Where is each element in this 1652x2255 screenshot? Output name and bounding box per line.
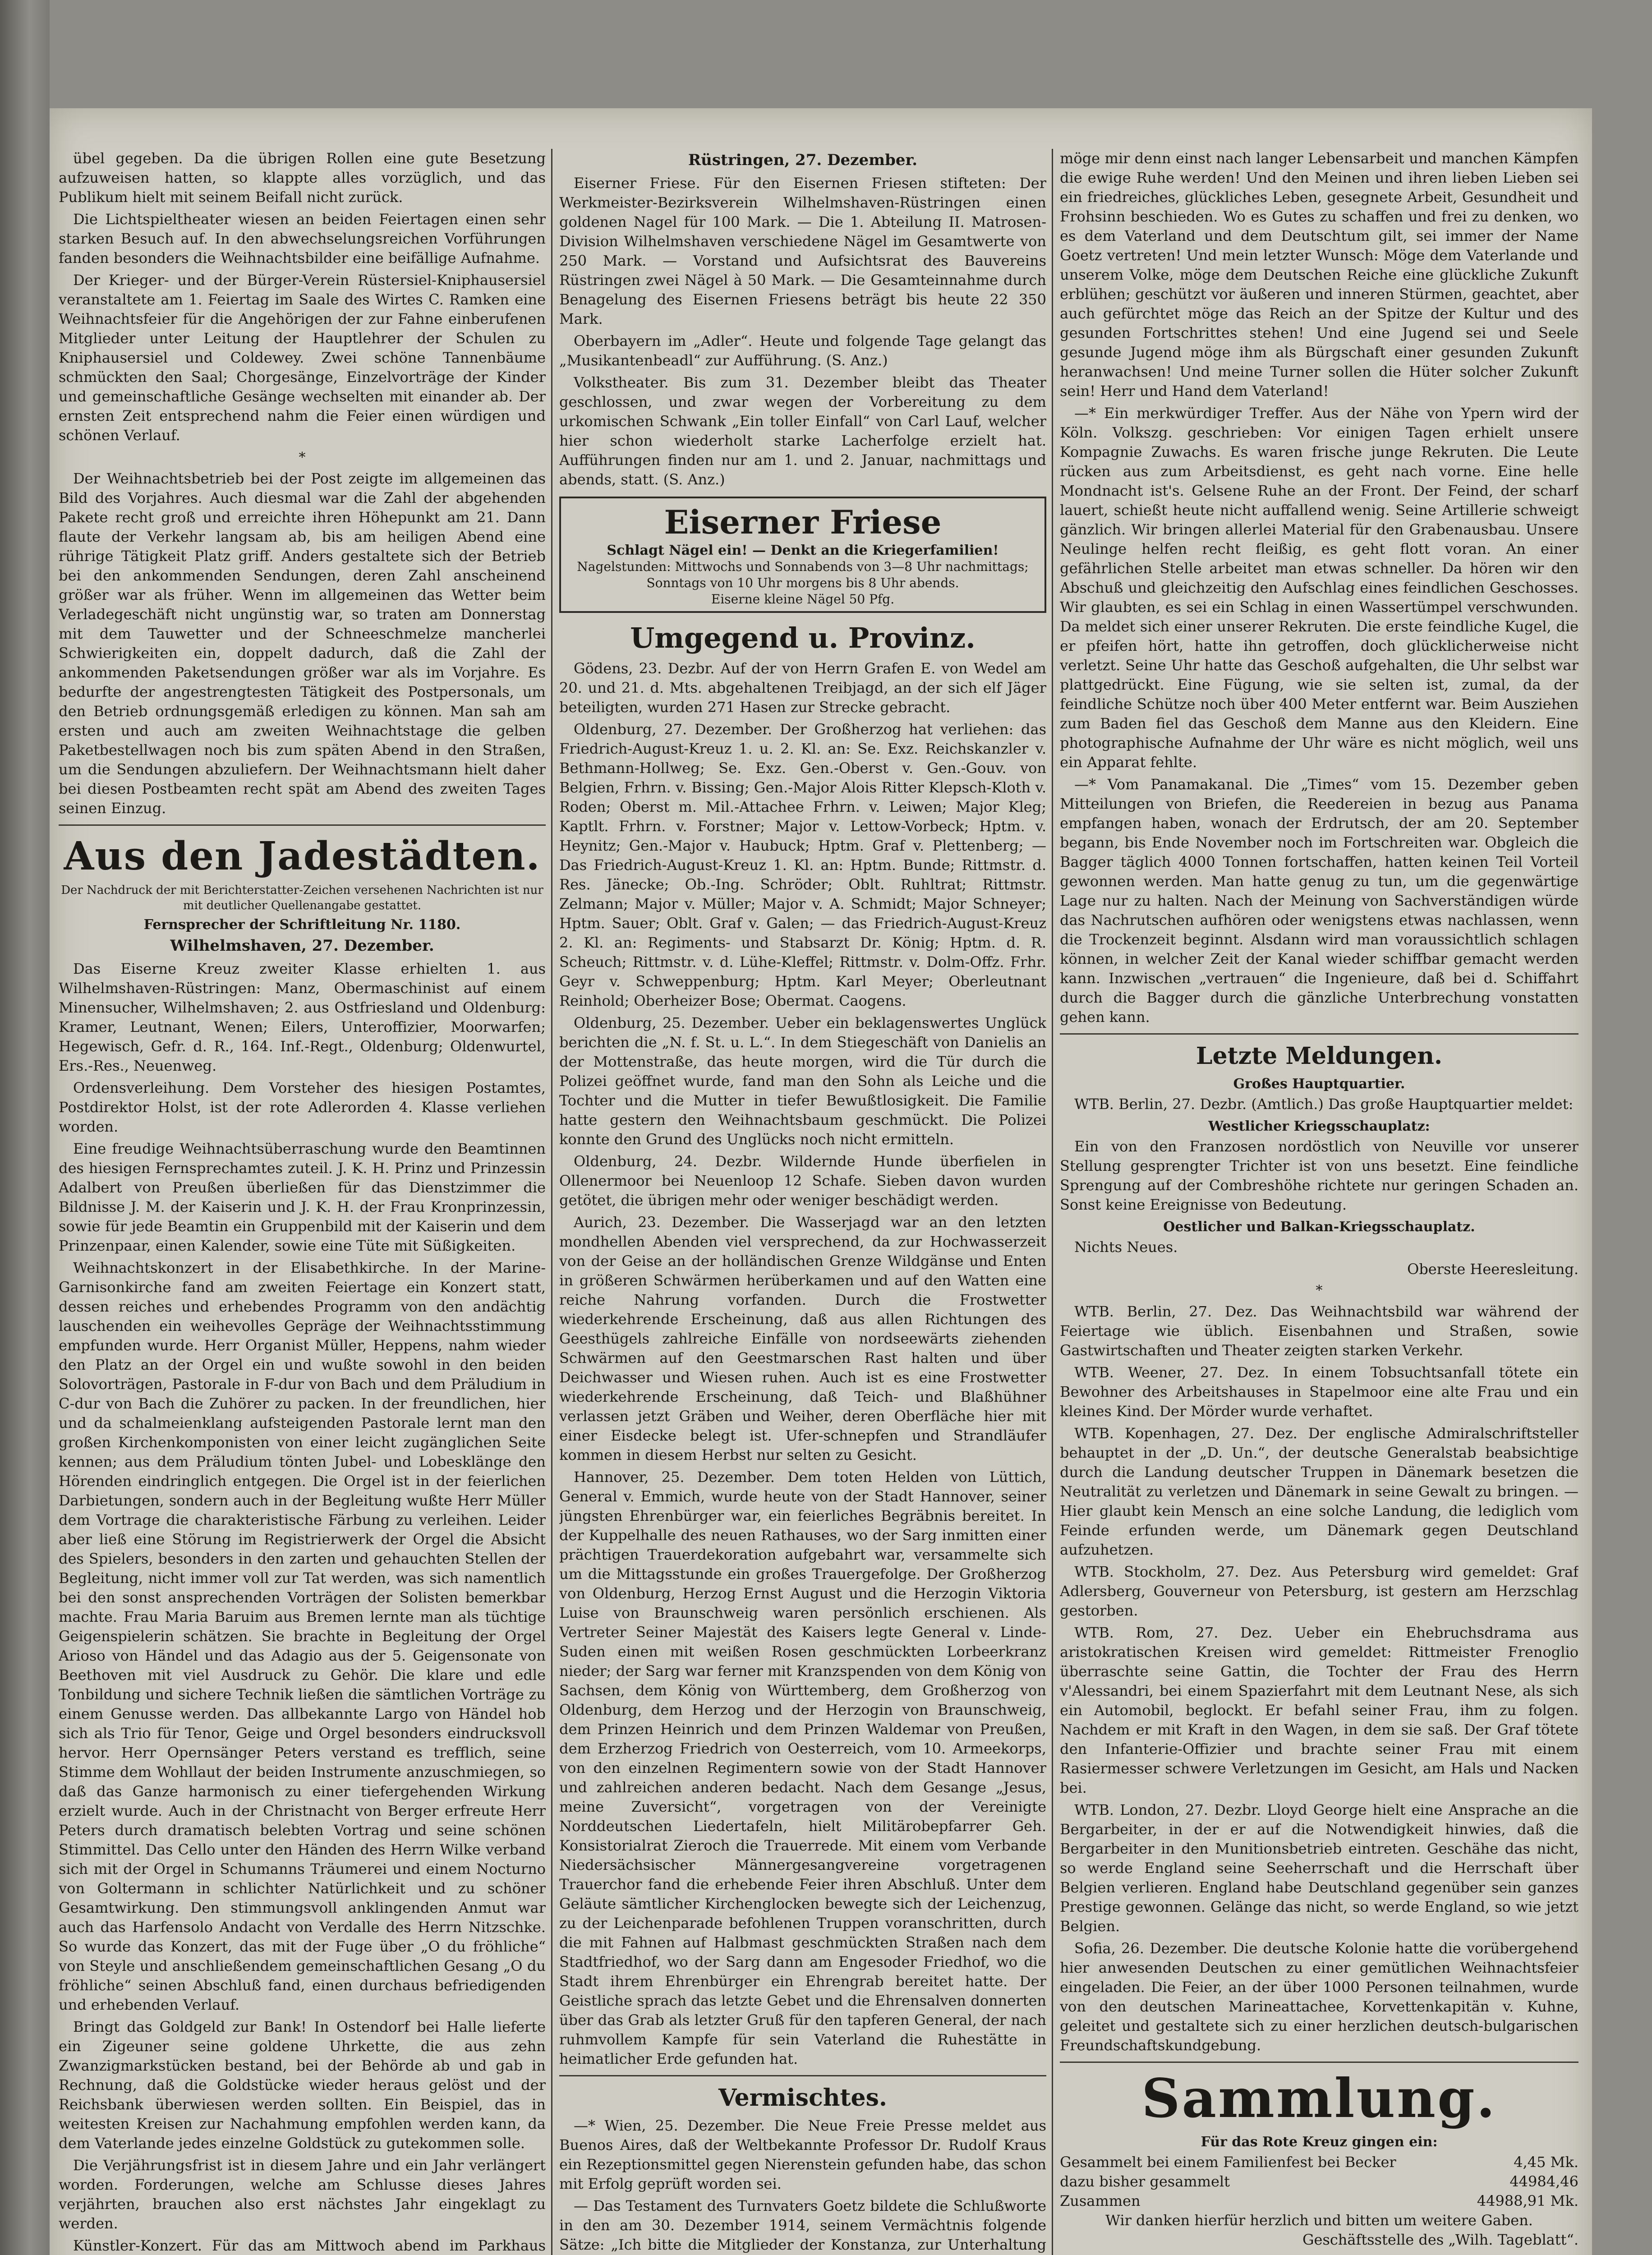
article-paragraph: Der Weihnachtsbetrieb bei der Post zeigte im allgemeinen das Bild des Vorjahres. Auch diesmal war die Zahl der abgehenden Pakete recht groß und erreichte ihren Höhepunkt am 21. Dann flaute der Verkehr langsam ab, bis am heiligen Abend eine rührige Tätigkeit Platz griff. Anders gestaltete sich der Betrieb bei den ankommenden Sendungen, deren Zahl anscheinend größer war als früher. Wenn im allgemeinen das Wetter beim Verladegeschäft nicht ungünstig war, so traten am Donnerstag mit dem Tauwetter und der Schneeschmelze mancherlei Schwierigkeiten ein, doppelt dadurch, daß die Zahl der ankommenden Paketsendungen größer war als im Vorjahre. Es bedurfte der angestrengtesten Tätigkeit des Postpersonals, um den Betrieb ordnungsgemäß erledigen zu können. Man sah am ersten und auch am zweiten Weihnachtstage die gelben Paketbestellwagen noch bis zum späten Abend in den Straßen, um die Sendungen abzuliefern. Der Weihnachtsmann hielt daher bei diesen Postbeamten recht spät am Abend des zweiten Tages seinen Einzug. xyxy=(59,470,546,817)
column-rule xyxy=(1052,149,1053,2255)
newspaper-page xyxy=(50,108,1592,2255)
collection-row xyxy=(1060,2191,1578,2211)
article-paragraph: Eine freudige Weihnachtsüberraschung wurde den Beamtinnen des hiesigen Fernsprechamtes zuteil. J. K. H. Prinz und Prinzessin Adalbert von Preußen überließen für das Dienstzimmer die Bildnisse J. M. der Kaiserin und J. K. H. der Frau Kronprinzessin, sowie für jede Beamtin ein Gruppenbild mit der Kaiserin und dem Prinzenpaar, einen Kalender, sowie eine Tüte mit Süßigkeiten. xyxy=(59,1140,546,1254)
collection-value: 4,45 Mk. xyxy=(1514,2154,1578,2171)
column-3 xyxy=(1060,149,1578,2255)
section-rule xyxy=(1060,1033,1578,1035)
article-paragraph: Hannover, 25. Dezember. Dem toten Helden von Lüttich, General v. Emmich, wurde heute von der Stadt Hannover, seiner jüngsten Ehrenbürger war, ein feierliches Begräbnis bereitet. In der Kuppelhalle des neuen Rathauses, wo der Sarg inmitten einer prächtigen Trauerdekoration aufgebahrt war, versammelte sich um die Mittagsstunde ein großes Trauergefolge. Der Großherzog von Oldenburg, Herzog Ernst August und die Herzogin Viktoria Luise von Braunschweig waren persönlich erschienen. Als Vertreter Seiner Majestät des Kaisers legte General v. Linde-Suden einen mit weißen Rosen geschmückten Lorbeerkranz nieder; der Sarg war ferner mit Kranzspenden von dem König von Sachsen, dem König von Württemberg, dem Großherzog von Oldenburg, dem Herzog und der Herzogin von Braunschweig, dem Prinzen Heinrich und dem Prinzen Waldemar von Preußen, dem Erzherzog Friedrich von Oesterreich, vom 10. Armeekorps, von den einzelnen Regimentern sowie von der Stadt Hannover und zahlreichen anderen bedacht. Nach dem Gesange „Jesus, meine Zuversicht“, vorgetragen von der Vereinigte Norddeutschen Liedertafeln, hielt Militärobepfarrer Geh. Konsistorialrat Zieroch die Trauerrede. Mit einem vom Verbande Niedersächsischer Männergesangvereine vorgetragenen Trauerchor fand die erhebende Feier ihren Abschluß. Unter dem Geläute sämtlicher Kirchenglocken bewegte sich der Leichenzug, zu der Leichenparade befohlenen Truppen voranschritten, durch die mit Fahnen auf Halbmast geschmückten Straßen nach dem Stadtfriedhof, wo der Sarg dann am Engesoder Friedhof, wo die Stadt ihrem Ehrenbürger ein Ehrengrab bereitet hatte. Der Geistliche sprach das letzte Gebet und die Ehrensalven donnerten über das Grab als letzter Gruß für den tapferen General, der nach ruhmvollem Kampfe für sein Vaterland die Ruhestätte in heimatlicher Erde gefunden hat. xyxy=(559,1468,1046,2067)
column-2 xyxy=(559,149,1046,2255)
article-paragraph: Eiserner Friese. Für den Eisernen Friesen stifteten: Der Werkmeister-Bezirksverein Wilhelmshaven-Rüstringen einen goldenen Nagel für 100 Mark. — Die 1. Abteilung II. Matrosen-Division Wilhelmshaven verschiedene Nägel im Gesamtwerte von 250 Mark. — Vorstand und Aufsichtsrat des Bauvereins Rüstringen zwei Nägel à 50 Mark. — Die Gesamteinnahme durch Benagelung des Eisernen Friesens beträgt bis heute 22 350 Mark. xyxy=(559,175,1046,327)
article-paragraph: Sofia, 26. Dezember. Die deutsche Kolonie hatte die vorübergehend hier anwesenden Deutschen zu einer gemütlichen Weihnachtsfeier eingeladen. Die Feier, an der über 1000 Personen teilnahmen, wurde von den deutschen Marineattachee, Korvettenkapitän v. Kuhne, geleitet und gestaltete sich zu einer herzlichen deutsch-bulgarischen Freundschaftskundgebung. xyxy=(1060,1940,1578,2054)
phone-notice: Fernsprecher der Schriftleitung Nr. 1180. xyxy=(143,917,461,933)
article-paragraph: WTB. Kopenhagen, 27. Dez. Der englische Admiralschriftsteller behauptet in der „D. Un.“, der deutsche Generalstab beabsichtige durch die Landung deutscher Truppen in Dänemark besetzen die Neutralität zu verletzen und Dänemark in seine Gewalt zu bringen. — Hier glaubt kein Mensch an eine solche Landung, die lediglich vom Feinde erfunden werde, um Dänemark gegen Deutschland aufzuhetzen. xyxy=(1060,1425,1578,1558)
collection-thanks: Wir danken hierfür herzlich und bitten um weitere Gaben. xyxy=(1105,2212,1533,2229)
collection-value: 44984,46 xyxy=(1509,2173,1578,2190)
collection-office: Geschäftsstelle des „Wilh. Tageblatt“. xyxy=(1302,2231,1578,2248)
front-heading: Oestlicher und Balkan-Kriegsschauplatz. xyxy=(1163,1219,1475,1235)
reprint-notice: Der Nachdruck der mit Berichterstatter-Zeichen versehenen Nachrichten ist nur mit deutlicher Quellenangabe gestattet. xyxy=(61,884,543,912)
article-paragraph: Die Lichtspieltheater wiesen an beiden Feiertagen einen sehr starken Besuch auf. In den abwechselungsreichen Vorführungen fanden besonders die Weihnachtsbilder eine beifällige Aufnahme. xyxy=(59,211,546,267)
section-heading: Aus den Jadestädten. xyxy=(64,833,541,879)
dateline: Rüstringen, 27. Dezember. xyxy=(688,151,918,169)
column-1 xyxy=(59,149,546,2255)
article-paragraph: möge mir denn einst nach langer Lebensarbeit und manchen Kämpfen die ewige Ruhe werden! Und den Meinen und ihren lieben Lieben sei ein friedreiches, glückliches Leben, gesegnete Arbeit, Gesundheit und Frohsinn beschieden. Wo es Gutes zu schaffen und frei zu denken, wo es dem Vaterland und dem Deutschtum gilt, sei immer der Name Goetz vertreten! Und mein letzter Wunsch: Möge dem Vaterlande und unserem Volke, möge dem Deutschen Reiche eine glückliche Zukunft erblühen; geschützt vor äußeren und inneren Stürmen, geachtet, aber auch gefürchtet möge das Reich an der Spitze der Kultur und des gesunden Fortschrittes stehen! Und eine Jugend sei und Seele gesunde Jugend möge ihm als Bürgschaft einer gesunden Zukunft heranwachsen! Und meine Turner sollen die Hüter solcher Zukunft sein! Herr und Hand dem Vaterland! xyxy=(1060,150,1578,400)
advert-hours: Nagelstunden: Mittwochs und Sonnabends von 3—8 Uhr nachmittags; Sonntags von 10 Uhr morgens bis 8 Uhr abends. xyxy=(577,559,1029,590)
separator-star: * xyxy=(1316,1283,1323,1298)
section-rule xyxy=(59,824,546,826)
article-paragraph: WTB. Stockholm, 27. Dez. Aus Petersburg wird gemeldet: Graf Adlersberg, Gouverneur von Petersburg, ist gestern am Herzschlag gestorben. xyxy=(1060,1563,1578,1619)
front-heading: Westlicher Kriegsschauplatz: xyxy=(1208,1118,1430,1134)
article-paragraph: Künstler-Konzert. Für das am Mittwoch abend im Parkhaus xyxy=(73,2237,546,2254)
section-rule xyxy=(1060,2062,1578,2063)
collection-intro: Für das Rote Kreuz gingen ein: xyxy=(1201,2134,1438,2150)
collection-value: 44988,91 Mk. xyxy=(1477,2192,1578,2209)
collection-heading: Sammlung. xyxy=(1141,2067,1497,2130)
article-paragraph: Oldenburg, 27. Dezember. Der Großherzog hat verliehen: das Friedrich-August-Kreuz 1. u. 2. Kl. an: Se. Exz. Reichskanzler v. Bethmann-Hollweg; Se. Exz. Gen.-Oberst v. Gen.-Gouv. von Belgien, Frhrn. v. Bissing; Gen.-Major Alois Ritter Klepsch-Kloth v. Roden; Oberst m. Mil.-Attachee Frhrn. v. Leiwen; Major Kleg; Kaptlt. Frhrn. v. Forstner; Major v. Lettow-Vorbeck; Hptm. v. Heynitz; Gen.-Major v. Haubuck; Hptm. Graf v. Plettenberg; — Das Friedrich-August-Kreuz 1. Kl. an: Hptm. Bunde; Rittmstr. d. Res. Jänecke; Ob.-Ing. Schröder; Oblt. Ruhltrat; Rittmstr. Zelmann; Major v. Müller; Major v. A. Schmidt; Major Schneyer; Hptm. Sauer; Oblt. Graf v. Galen; — das Friedrich-August-Kreuz 2. Kl. an: Regiments- und Stabsarzt Dr. König; Hptm. d. R. Scheuch; Rittmstr. v. d. Lühe-Kleffel; Rittmstr. v. Dolm-Offz. Frhr. Geyr v. Schweppenburg; Hptm. Karl Meyer; Oberleutnant Reinhold; Oberheizer Bose; Obermat. Caogens. xyxy=(559,721,1046,1009)
advert-title: Eiserner Friese xyxy=(664,503,942,541)
article-paragraph: —* Ein merkwürdiger Treffer. Aus der Nähe von Ypern wird der Köln. Volkszg. geschrieben: Vor einigen Tagen erhielt unsere Kompagnie Zuwachs. Es waren frische junge Rekruten. Die Leute rücken aus zum Arbeitsdienst, es geht nach vorne. Eine helle Mondnacht ist's. Gelsene Ruhe an der Front. Der Feind, der scharf lauert, schießt heute nicht auffallend wenig. Seine Artillerie schweigt gänzlich. Wir bringen allerlei Material für den Grabenausbau. Unsere Neulinge helfen recht fleißig, es geht flott voran. An einer gefährlichen Stelle arbeitet man etwas schneller. Da hören wir den Abschuß und gleichzeitig den Aufschlag eines feindlichen Geschosses. Wir glaubten, es sei ein Schlag in einen Wassertümpel verschwunden. Da meldet sich einer unserer Rekruten. Die erste feindliche Kugel, die er pfeifen hört, hatte ihn getroffen, doch glücklicherweise nicht verletzt. Seine Uhr hatte das Geschoß aufgehalten, die Uhr selbst war plattgedrückt. Eine Fügung, wie sie selten ist, zumal, da der feindliche Schütze noch über 400 Meter entfernt war. Beim Ausziehen zum Baden fiel das Geschoß dem Manne aus den Kleidern. Eine photographische Aufnahme der Uhr wäre es nicht möglich, weil uns ein Apparat fehlte. xyxy=(1060,405,1578,771)
article-paragraph: Die Verjährungsfrist ist in diesem Jahre und ein Jahr verlängert worden. Forderungen, welche am Schlusse dieses Jahres verjährten, brauchen also erst nächstes Jahr eingeklagt zu werden. xyxy=(59,2157,546,2232)
article-paragraph: Ein von den Franzosen nordöstlich von Neuville vor unserer Stellung gesprengter Trichter ist von uns besetzt. Eine feindliche Sprengung auf der Combreshöhe richtete nur geringen Schaden an. Sonst keine Ereignisse von Bedeutung. xyxy=(1060,1138,1578,1213)
collection-label: dazu bisher gesammelt xyxy=(1060,2173,1230,2190)
collection-row xyxy=(1060,2172,1578,2191)
article-paragraph: übel gegeben. Da die übrigen Rollen eine gute Besetzung aufzuweisen hatten, so klappte alles vorzüglich, und das Publikum hielt mit seinem Beifall nicht zurück. xyxy=(59,150,546,206)
advert-box xyxy=(559,497,1046,613)
article-paragraph: —* Wien, 25. Dezember. Die Neue Freie Presse meldet aus Buenos Aires, daß der Weltbekannte Professor Dr. Rudolf Kraus ein Rezeptionsmittel gegen Nierenstein gefunden habe, das schon mit Erfolg geprüft worden sei. xyxy=(559,2117,1046,2192)
signature: Oberste Heeresleitung. xyxy=(1407,1261,1578,1278)
article-paragraph: WTB. Berlin, 27. Dez. Das Weihnachtsbild war während der Feiertage wie üblich. Eisenbahnen und Straßen, sowie Gastwirtschaften und Theater zeigten starken Verkehr. xyxy=(1060,1303,1578,1359)
column-rule xyxy=(551,149,552,2255)
section-heading: Letzte Meldungen. xyxy=(1196,1042,1443,1070)
article-paragraph: —* Vom Panamakanal. Die „Times“ vom 15. Dezember geben Mitteilungen von Briefen, die Reedereien in bezug aus Panama empfangen haben, wonach der Erdrutsch, der am 20. September begann, bis Ende November noch im Fortschreiten war. Obgleich die Bagger täglich 4000 Tonnen fortschaffen, hatten keinen Teil Vorteil gewonnen werden. Man hatte genug zu tun, um die gegenwärtige Lage nur zu halten. Nach der Meinung von Sachverständigen würde das Nachrutschen aufhören oder wenigstens etwas nachlassen, wenn die Trockenzeit beginnt. Alsdann wird man voraussichtlich schlagen können, in welcher Zeit der Kanal wieder schiffbar gemacht werden kann. Inzwischen „vertrauen“ die Ingenieure, daß bei d. Schiffahrt durch die Bagger durch die gänzliche Unterbrechung vonstatten gehen kann. xyxy=(1060,776,1578,1026)
hq-label: Großes Hauptquartier. xyxy=(1233,1076,1405,1092)
article-paragraph: Nichts Neues. xyxy=(1074,1238,1178,1256)
advert-price: Eiserne kleine Nägel 50 Pfg. xyxy=(711,592,895,607)
advert-slogan: Schlagt Nägel ein! — Denkt an die Kriegerfamilien! xyxy=(607,543,999,558)
article-paragraph: WTB. Berlin, 27. Dezbr. (Amtlich.) Das große Hauptquartier meldet: xyxy=(1074,1095,1574,1113)
article-paragraph: Oldenburg, 24. Dezbr. Wildernde Hunde überfielen in Ollenermoor bei Neuenloop 12 Schafe. Sieben davon wurden getötet, die übrigen mehr oder weniger beschädigt werden. xyxy=(559,1153,1046,1209)
article-paragraph: WTB. Weener, 27. Dez. In einem Tobsuchtsanfall tötete ein Bewohner des Arbeitshauses in Stapelmoor eine alte Frau und ein kleines Kind. Der Mörder wurde verhaftet. xyxy=(1060,1364,1578,1420)
separator-star: * xyxy=(299,450,306,465)
article-paragraph: — Das Testament des Turnvaters Goetz bildete die Schlußworte in den am 30. Dezember 1914, seinem Vermächtnis folgende Sätze: „Ich bitte die Mitglieder der Konstanza, zur Unterhaltung xyxy=(559,2197,1046,2253)
section-heading: Vermischtes. xyxy=(718,2084,888,2112)
article-paragraph: WTB. Rom, 27. Dez. Ueber ein Ehebruchsdrama aus aristokratischen Kreisen wird gemeldet: Rittmeister Frenoglio überraschte seine Gattin, die Tochter der Frau des Herrn v'Alessandri, bei einem Spazierfahrt mit dem Leutnant Nese, als sich ein Automobil, beglockt. Er befahl seiner Frau, ihm zu folgen. Nachdem er mit Kraft in den Wagen, in dem sie saß. Der Graf tötete den Infanterie-Offizier und brachte seiner Frau mit einem Rasiermesser schwere Verletzungen im Gesicht, am Hals und Nacken bei. xyxy=(1060,1624,1578,1796)
section-heading: Umgegend u. Provinz. xyxy=(630,621,976,654)
article-paragraph: Aurich, 23. Dezember. Die Wasserjagd war an den letzten mondhellen Abenden viel versprechend, da zur Hochwasserzeit von der Geise an der holländischen Grenze Wildgänse und Enten in größeren Schwärmen herüberkamen und auf den Watten eine reiche Nahrung vorfanden. Durch die Frostwetter wiederkehrende Erscheinung, daß aus allen Richtungen des Geesthügels zahlreiche Einfälle von nordseewärts ziehenden Schwärmen auf den Geestmarschen Rast halten und über Deichwasser und Wiesen ruhen. Auch ist es eine Frostwetter wiederkehrende Erscheinung, daß Teich- und Blaßhühner verlassen jetzt Gräben und Weiher, deren Oberfläche hier mit einer Eisdecke belegt ist. Ufer-schnepfen und Strandläufer kommen in diesem Herbst nur selten zu Gesicht. xyxy=(559,1214,1046,1463)
book-binding xyxy=(0,0,50,2255)
article-paragraph: Oberbayern im „Adler“. Heute und folgende Tage gelangt das „Musikantenbeadl“ zur Aufführung. (S. Anz.) xyxy=(559,332,1046,369)
collection-label: Zusammen xyxy=(1060,2192,1141,2209)
collection-label: Gesammelt bei einem Familienfest bei Becker xyxy=(1060,2154,1396,2171)
article-paragraph: WTB. London, 27. Dezbr. Lloyd George hielt eine Ansprache an die Bergarbeiter, in der er auf die Notwendigkeit hinwies, daß die Bergarbeiter in den Munitionsbetrieb eintreten. Geschähe das nicht, so werde England seine Seeherrschaft und die Herrschaft über Belgien verlieren. England habe Deutschland gegenüber sein ganzes Prestige gewonnen. Gelänge das nicht, so werde England, so wie jetzt Belgien. xyxy=(1060,1801,1578,1935)
collection-row xyxy=(1060,2153,1578,2172)
dateline: Wilhelmshaven, 27. Dezember. xyxy=(170,937,434,955)
article-paragraph: Das Eiserne Kreuz zweiter Klasse erhielten 1. aus Wilhelmshaven-Rüstringen: Manz, Obermaschinist auf einem Minensucher, Wilhelmshaven; 2. aus Ostfriesland und Oldenburg: Kramer, Leutnant, Wenen; Eilers, Unteroffizier, Moorwarfen; Hegewisch, Gefr. d. R., 164. Inf.-Regt., Oldenburg; Oldenwurtel, Ers.-Res., Neuenweg. xyxy=(59,960,546,1074)
article-paragraph: Weihnachtskonzert in der Elisabethkirche. In der Marine-Garnisonkirche fand am zweiten Feiertage ein Konzert statt, dessen reiches und erhebendes Programm von den andächtig lauschenden ein weihevolles Gepräge der Weihnachtsstimmung empfunden wurde. Herr Organist Müller, Heppens, nahm wieder den Platz an der Orgel ein und wußte sowohl in den beiden Solovorträgen, Pastorale in F-dur von Bach und dem Präludium in C-dur von Bach die Zuhörer zu packen. In der freundlichen, hier und da schalmeienklang aufsteigenden Pastorale lernt man den großen Kirchenkomponisten von einer leicht zugänglichen Seite kennen; aus dem Präludium tönten Jubel- und Lobesklänge den Hörenden eindringlich entgegen. Die Orgel ist in der feierlichen Darbietungen, sondern auch in der Begleitung wußte Herr Müller dem Vortrage die charakteristische Färbung zu verleihen. Leider aber ließ eine Störung im Registrierwerk der Orgel die Absicht des Spielers, besonders in den zarten und gehauchten Stellen der Begleitung, nicht immer voll zur Tat werden, was sich namentlich bei den sonst ansprechenden Vorträgen der Solisten bemerkbar machte. Frau Maria Baruim aus Bremen lernte man als tüchtige Geigenspielerin schätzen. Sie brachte in Begleitung der Orgel Arioso von Händel und das Adagio aus der 5. Geigensonate von Beethoven mit viel Ausdruck zu Gehör. Die klare und edle Tonbildung und sichere Technik ließen die sämtlichen Vorträge zu einem Genusse werden. Das allbekannte Largo von Händel hob sich als Trio für Tenor, Geige und Orgel besonders eindrucksvoll hervor. Herr Opernsänger Peters verstand es trefflich, seine Stimme dem Wohllaut der beiden Instrumente anzuschmiegen, so daß das Ganze harmonisch zu einer tiefergehenden Wirkung erzielt wurde. Auch in der Christnacht von Berger erfreute Herr Peters durch dramatisch belebten Vortrag und seine schönen Stimmittel. Das Cello unter den Händen des Herrn Wilke verband sich mit der Orgel in Schumanns Träumerei und einem Nocturno von Goltermann in schlichter Natürlichkeit und zu schöner Gesamtwirkung. Den stimmungsvoll anklingenden Anmut war auch das Harfensolo Andacht von Verdalle des Herrn Nitzschke. So wurde das Konzert, das mit der Fuge über „O du fröhliche“ von Steyle und anschließendem gemeinschaftlichen Gesang „O du fröhliche“ seinen Abschluß fand, einen durchaus befriedigenden und erhebenden Verlauf. xyxy=(59,1259,546,2013)
article-paragraph: Der Krieger- und der Bürger-Verein Rüstersiel-Kniphausersiel veranstaltete am 1. Feiertag im Saale des Wirtes C. Ramken eine Weihnachtsfeier für die Angehörigen der zur Fahne einberufenen Mitglieder unter Leitung der Hauptlehrer der Schulen zu Kniphausersiel und Coldewey. Zwei schöne Tannenbäume schmückten den Saal; Chorgesänge, Einzelvorträge der Kinder und gemeinschaftliche Gesänge wechselten mit einander ab. Der ernsten Zeit entsprechend nahm die Feier einen würdigen und schönen Verlauf. xyxy=(59,272,546,444)
article-paragraph: Gödens, 23. Dezbr. Auf der von Herrn Grafen E. von Wedel am 20. und 21. d. Mts. abgehaltenen Treibjagd, an der sich elf Jäger beteiligten, wurden 271 Hasen zur Strecke gebracht. xyxy=(559,660,1046,716)
section-rule xyxy=(559,2075,1046,2076)
article-paragraph: Bringt das Goldgeld zur Bank! In Ostendorf bei Halle lieferte ein Zigeuner seine goldene Uhrkette, die aus zehn Zwanzigmarkstücken bestand, bei der Behörde ab und gab in Rechnung, daß die Goldstücke wieder heraus gelöst und der Reichsbank überwiesen werden sollten. Ein Beispiel, das in weitesten Kreisen zur Nachahmung empfohlen werden kann, da dem Vaterlande jedes einzelne Goldstück zu gutekommen solle. xyxy=(59,2018,546,2152)
article-paragraph: Ordensverleihung. Dem Vorsteher des hiesigen Postamtes, Postdirektor Holst, ist der rote Adlerorden 4. Klasse verliehen worden. xyxy=(59,1079,546,1135)
article-paragraph: Oldenburg, 25. Dezember. Ueber ein beklagenswertes Unglück berichten die „N. f. St. u. L.“. In dem Stiegeschäft von Danielis an der Mottenstraße, das heute morgen, wird die Tür durch die Polizei geöffnet wurde, fand man den Sohn als Leiche und die Tochter und die Mutter in tiefer Bewußtlosigkeit. Die Familie hatte gestern den Weihnachtsbaum geschmückt. Die Polizei konnte den Grund des Unglücks noch nicht ermitteln. xyxy=(559,1014,1046,1148)
article-paragraph: Volkstheater. Bis zum 31. Dezember bleibt das Theater geschlossen, und zwar wegen der Vorbereitung zu dem urkomischen Schwank „Ein toller Einfall“ von Carl Lauf, welcher hier schon wiederholt starke Lacherfolge erzielt hat. Aufführungen finden nur am 1. und 2. Januar, nachmittags und abends, statt. (S. Anz.) xyxy=(559,374,1046,488)
